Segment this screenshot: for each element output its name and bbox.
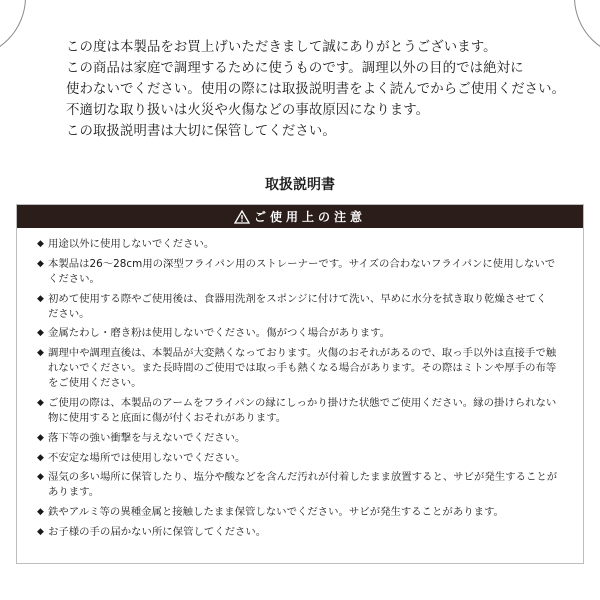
intro-line: 使わないでください。使用の際には取扱説明書をよく読んでからご使用ください。 <box>66 82 566 97</box>
caution-item-text <box>48 292 547 322</box>
manual-title: 取扱説明書 <box>265 177 335 193</box>
caution-item-line: れないでください。また長時間のご使用では取っ手も熱くなる場合があります。その際はミトンや厚手の布等 <box>48 362 557 375</box>
caution-item-text <box>48 257 555 287</box>
caution-item-text <box>48 346 556 391</box>
caution-item <box>37 470 569 500</box>
diamond-bullet-icon: ◆ <box>37 397 44 408</box>
caution-header <box>17 205 583 228</box>
caution-item-text <box>48 237 214 252</box>
caution-header-label: ご使用上の注意 <box>253 210 366 224</box>
decorative-corner-arc-left <box>0 0 26 58</box>
caution-item-line: ください。 <box>48 272 100 285</box>
caution-item-line: ださい。 <box>48 307 90 320</box>
caution-item <box>37 346 569 391</box>
caution-item-line: 不安定な場所では使用しないでください。 <box>48 451 246 464</box>
caution-item-text <box>48 505 504 520</box>
caution-item-line: 用途以外に使用しないでください。 <box>48 238 215 250</box>
caution-item <box>37 431 569 446</box>
caution-item <box>37 257 569 287</box>
diamond-bullet-icon: ◆ <box>37 258 44 269</box>
intro-line: 不適切な取り扱いは火災や火傷などの事故原因になります。 <box>66 103 430 118</box>
caution-item-line: をご使用ください。 <box>48 377 142 390</box>
warning-triangle-icon <box>234 210 250 224</box>
diamond-bullet-icon: ◆ <box>37 507 44 518</box>
caution-item-line: 調理中や調理直後は、本製品が大変熱くなっております。火傷のおそれがあるので、取っ手以外は直接手で触 <box>48 347 557 360</box>
caution-item-text <box>48 431 245 446</box>
caution-item-text <box>48 396 556 426</box>
diamond-bullet-icon: ◆ <box>37 452 44 463</box>
caution-item <box>37 525 569 540</box>
caution-item-text <box>48 326 390 341</box>
intro-line: この取扱説明書は大切に保管してください。 <box>66 124 336 139</box>
diamond-bullet-icon: ◆ <box>37 432 44 443</box>
diamond-bullet-icon: ◆ <box>37 472 44 483</box>
caution-item <box>37 237 569 252</box>
caution-item-line: 初めて使用する際やご使用後は、食器用洗剤をスポンジに付けて洗い、早めに水分を拭き取り乾燥させてく <box>48 292 547 305</box>
caution-item-line: 落下等の強い衝撃を与えないでください。 <box>48 431 246 444</box>
diamond-bullet-icon: ◆ <box>37 239 44 249</box>
caution-item <box>37 292 569 322</box>
caution-item <box>37 326 569 341</box>
caution-item-line: あります。 <box>48 486 100 499</box>
diamond-bullet-icon: ◆ <box>37 293 44 304</box>
intro-line: この商品は家庭で調理するために使うものです。調理以外の目的では絶対に <box>66 61 524 76</box>
caution-item-line: 鉄やアルミ等の異種金属と接触したまま保管しないでください。サビが発生することがあります。 <box>48 506 504 519</box>
caution-item <box>37 396 569 426</box>
caution-item-line: お子様の手の届かない所に保管してください。 <box>48 525 267 538</box>
caution-item <box>37 451 569 466</box>
caution-item-text <box>48 525 266 540</box>
decorative-corner-arc-right <box>574 0 600 58</box>
intro-paragraph <box>66 37 566 142</box>
caution-item-line: ご使用の際は、本製品のアームをフライパンの縁にしっかり掛けた状態でご使用ください。縁の掛けられない <box>48 396 557 409</box>
diamond-bullet-icon: ◆ <box>37 328 44 339</box>
caution-list <box>37 237 569 545</box>
diamond-bullet-icon: ◆ <box>37 348 44 359</box>
caution-item-line: 金属たわし・磨き粉は使用しないでください。傷がつく場合があります。 <box>48 327 391 340</box>
intro-line: この度は本製品をお買上げいただきまして誠にありがとうございます。 <box>66 40 497 55</box>
caution-box <box>16 204 584 564</box>
caution-item-line: 物に使用すると底面に傷が付くおそれがあります。 <box>48 411 287 424</box>
caution-item-line: 本製品は26〜28cm用の深型フライパン用のストレーナーです。サイズの合わないフライパンに使用しないで <box>48 257 556 270</box>
caution-item-line: 湿気の多い場所に保管したり、塩分や酸などを含んだ汚れが付着したまま放置すると、サビが発生することが <box>48 471 558 484</box>
caution-item <box>37 505 569 520</box>
caution-item-text <box>48 470 557 500</box>
diamond-bullet-icon: ◆ <box>37 526 44 537</box>
caution-item-text <box>48 451 245 466</box>
